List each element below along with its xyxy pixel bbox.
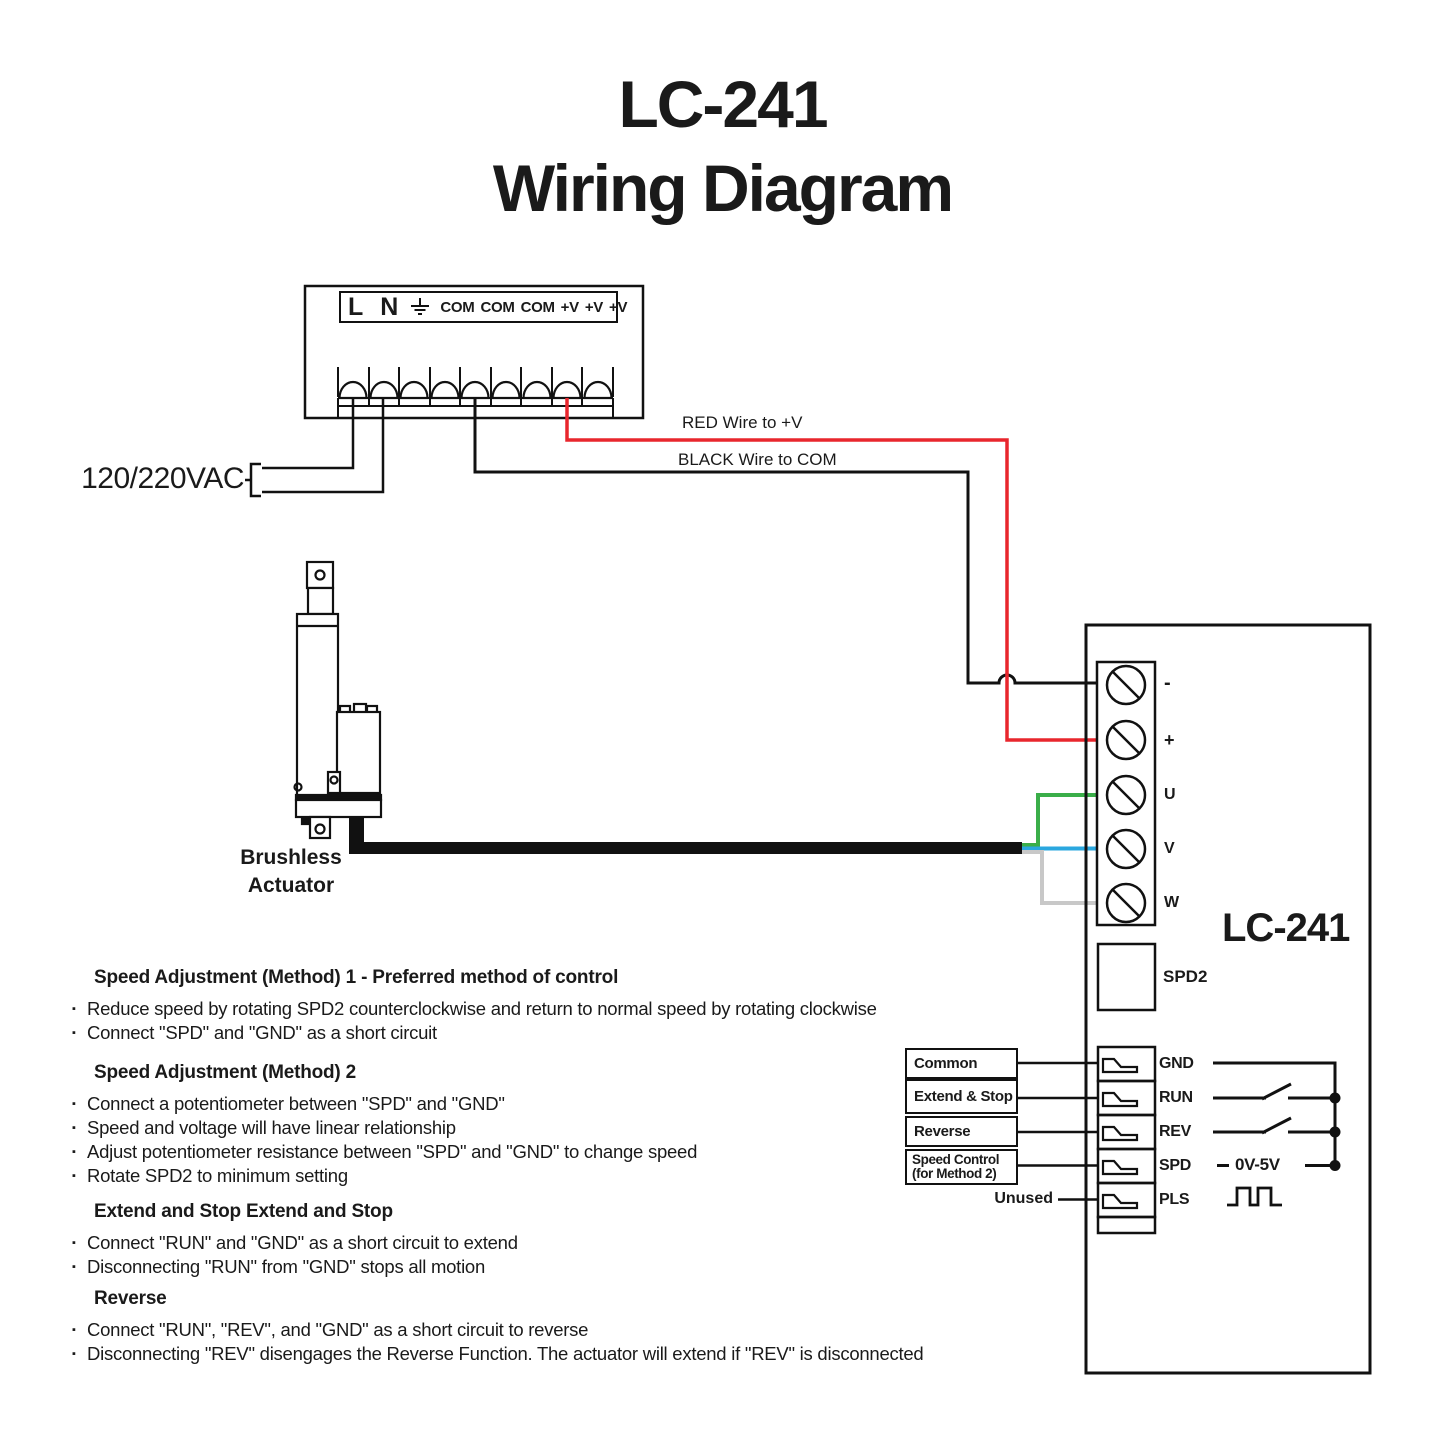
instructions — [72, 958, 982, 1366]
instruction-bullet: ▪ Rotate SPD2 to minimum setting — [72, 1165, 348, 1186]
black-wire-annotation: BLACK Wire to COM — [678, 450, 837, 469]
input-row-reverse: Reverse — [905, 1116, 1018, 1147]
junction-dot — [1330, 1093, 1341, 1104]
terminal-label-com: COM — [440, 298, 475, 316]
ac-bracket — [251, 464, 261, 496]
input-row-extend-stop: Extend & Stop — [905, 1079, 1018, 1114]
gnd-bus — [1213, 1063, 1335, 1166]
switch-circuit — [1213, 1063, 1341, 1205]
motor-housing — [337, 712, 380, 793]
earth-ground-icon — [409, 296, 431, 318]
spd2-pot — [1098, 944, 1155, 1010]
screw-terminals — [1107, 666, 1145, 922]
actuator-label: Brushless Actuator — [240, 846, 342, 897]
terminal-label-v: +V — [584, 298, 604, 316]
terminal-label-com: COM — [480, 298, 515, 316]
power-supply-terminal-labels — [341, 292, 628, 322]
terminal-label-rev: REV — [1159, 1123, 1191, 1140]
terminal-label-v: V — [1164, 840, 1175, 857]
section-speed-method-2 — [72, 1061, 982, 1188]
base-clevis — [310, 817, 330, 838]
spd2-label: SPD2 — [1163, 967, 1208, 986]
section-reverse — [72, 1287, 982, 1366]
red-wire-annotation: RED Wire to +V — [682, 413, 803, 432]
terminal-label-spd: SPD — [1159, 1157, 1191, 1174]
screw-clamps — [340, 382, 612, 398]
instruction-bullet: ▪ Connect "SPD" and "GND" as a short circuit — [72, 1022, 437, 1043]
section-heading: Reverse — [94, 1288, 167, 1309]
actuator-drawing — [295, 562, 382, 838]
instruction-bullet: ▪ Connect "RUN" and "GND" as a short circuit to extend — [72, 1232, 518, 1253]
section-heading: Speed Adjustment (Method) 1 - Preferred method of control — [94, 967, 619, 988]
unused-label: Unused — [994, 1190, 1053, 1207]
junction-dot — [1330, 1127, 1341, 1138]
terminal-label-n: N — [380, 292, 399, 321]
controller-box — [1086, 625, 1370, 1373]
terminal-label-l: L — [348, 292, 364, 321]
instruction-bullet: ▪ Disconnecting "REV" disengages the Reverse Function. The actuator will extend if "REV" is disconnected — [72, 1343, 924, 1364]
instruction-bullet: ▪ Reduce speed by rotating SPD2 counterclockwise and return to normal speed by rotating clockwise — [72, 998, 877, 1019]
instruction-bullet: ▪ Speed and voltage will have linear relationship — [72, 1117, 456, 1138]
terminal-label-plus: + — [1164, 730, 1175, 750]
terminal-label-w: W — [1164, 894, 1180, 911]
page-title: LC-241 — [618, 67, 827, 141]
run-switch-blade — [1262, 1084, 1291, 1099]
section-heading: Extend and Stop Extend and Stop — [94, 1201, 393, 1222]
junction-dot — [1330, 1160, 1341, 1171]
terminal-label-v: +V — [609, 298, 628, 316]
instruction-bullet: ▪ Connect a potentiometer between "SPD" and "GND" — [72, 1093, 505, 1114]
rod — [308, 588, 333, 614]
pulse-waveform-icon — [1227, 1188, 1282, 1205]
section-extend-stop — [72, 1200, 982, 1279]
ac-input-wires — [245, 398, 383, 496]
section-speed-method-1 — [72, 966, 982, 1045]
terminal-label-com: COM — [520, 298, 555, 316]
terminal-label-v: +V — [560, 298, 579, 316]
rev-switch-blade — [1262, 1118, 1291, 1133]
instruction-bullet: ▪ Disconnecting "RUN" from "GND" stops all motion — [72, 1256, 486, 1277]
rod-clevis — [307, 562, 333, 588]
terminal-label-u: U — [1164, 786, 1176, 803]
input-row-common: Common — [905, 1048, 1018, 1079]
terminal-label-run: RUN — [1159, 1089, 1193, 1106]
motor-cable — [349, 817, 1022, 854]
section-heading: Speed Adjustment (Method) 2 — [94, 1062, 357, 1083]
cylinder — [297, 614, 338, 796]
input-row-speed-control: Speed Control (for Method 2) — [905, 1149, 1018, 1185]
page-subtitle: Wiring Diagram — [492, 151, 953, 225]
instruction-bullet: ▪ Connect "RUN", "REV", and "GND" as a short circuit to reverse — [72, 1319, 589, 1340]
ac-input-label: 120/220VAC — [81, 462, 244, 495]
base — [296, 800, 381, 817]
terminal-label-gnd: GND — [1159, 1055, 1194, 1072]
voltage-range-label: 0V-5V — [1235, 1155, 1280, 1174]
instruction-bullet: ▪ Adjust potentiometer resistance between "SPD" and "GND" to change speed — [72, 1141, 698, 1162]
terminal-label-pls: PLS — [1159, 1191, 1190, 1208]
terminal-label-minus: - — [1164, 672, 1171, 694]
controller-name: LC-241 — [1222, 906, 1350, 950]
